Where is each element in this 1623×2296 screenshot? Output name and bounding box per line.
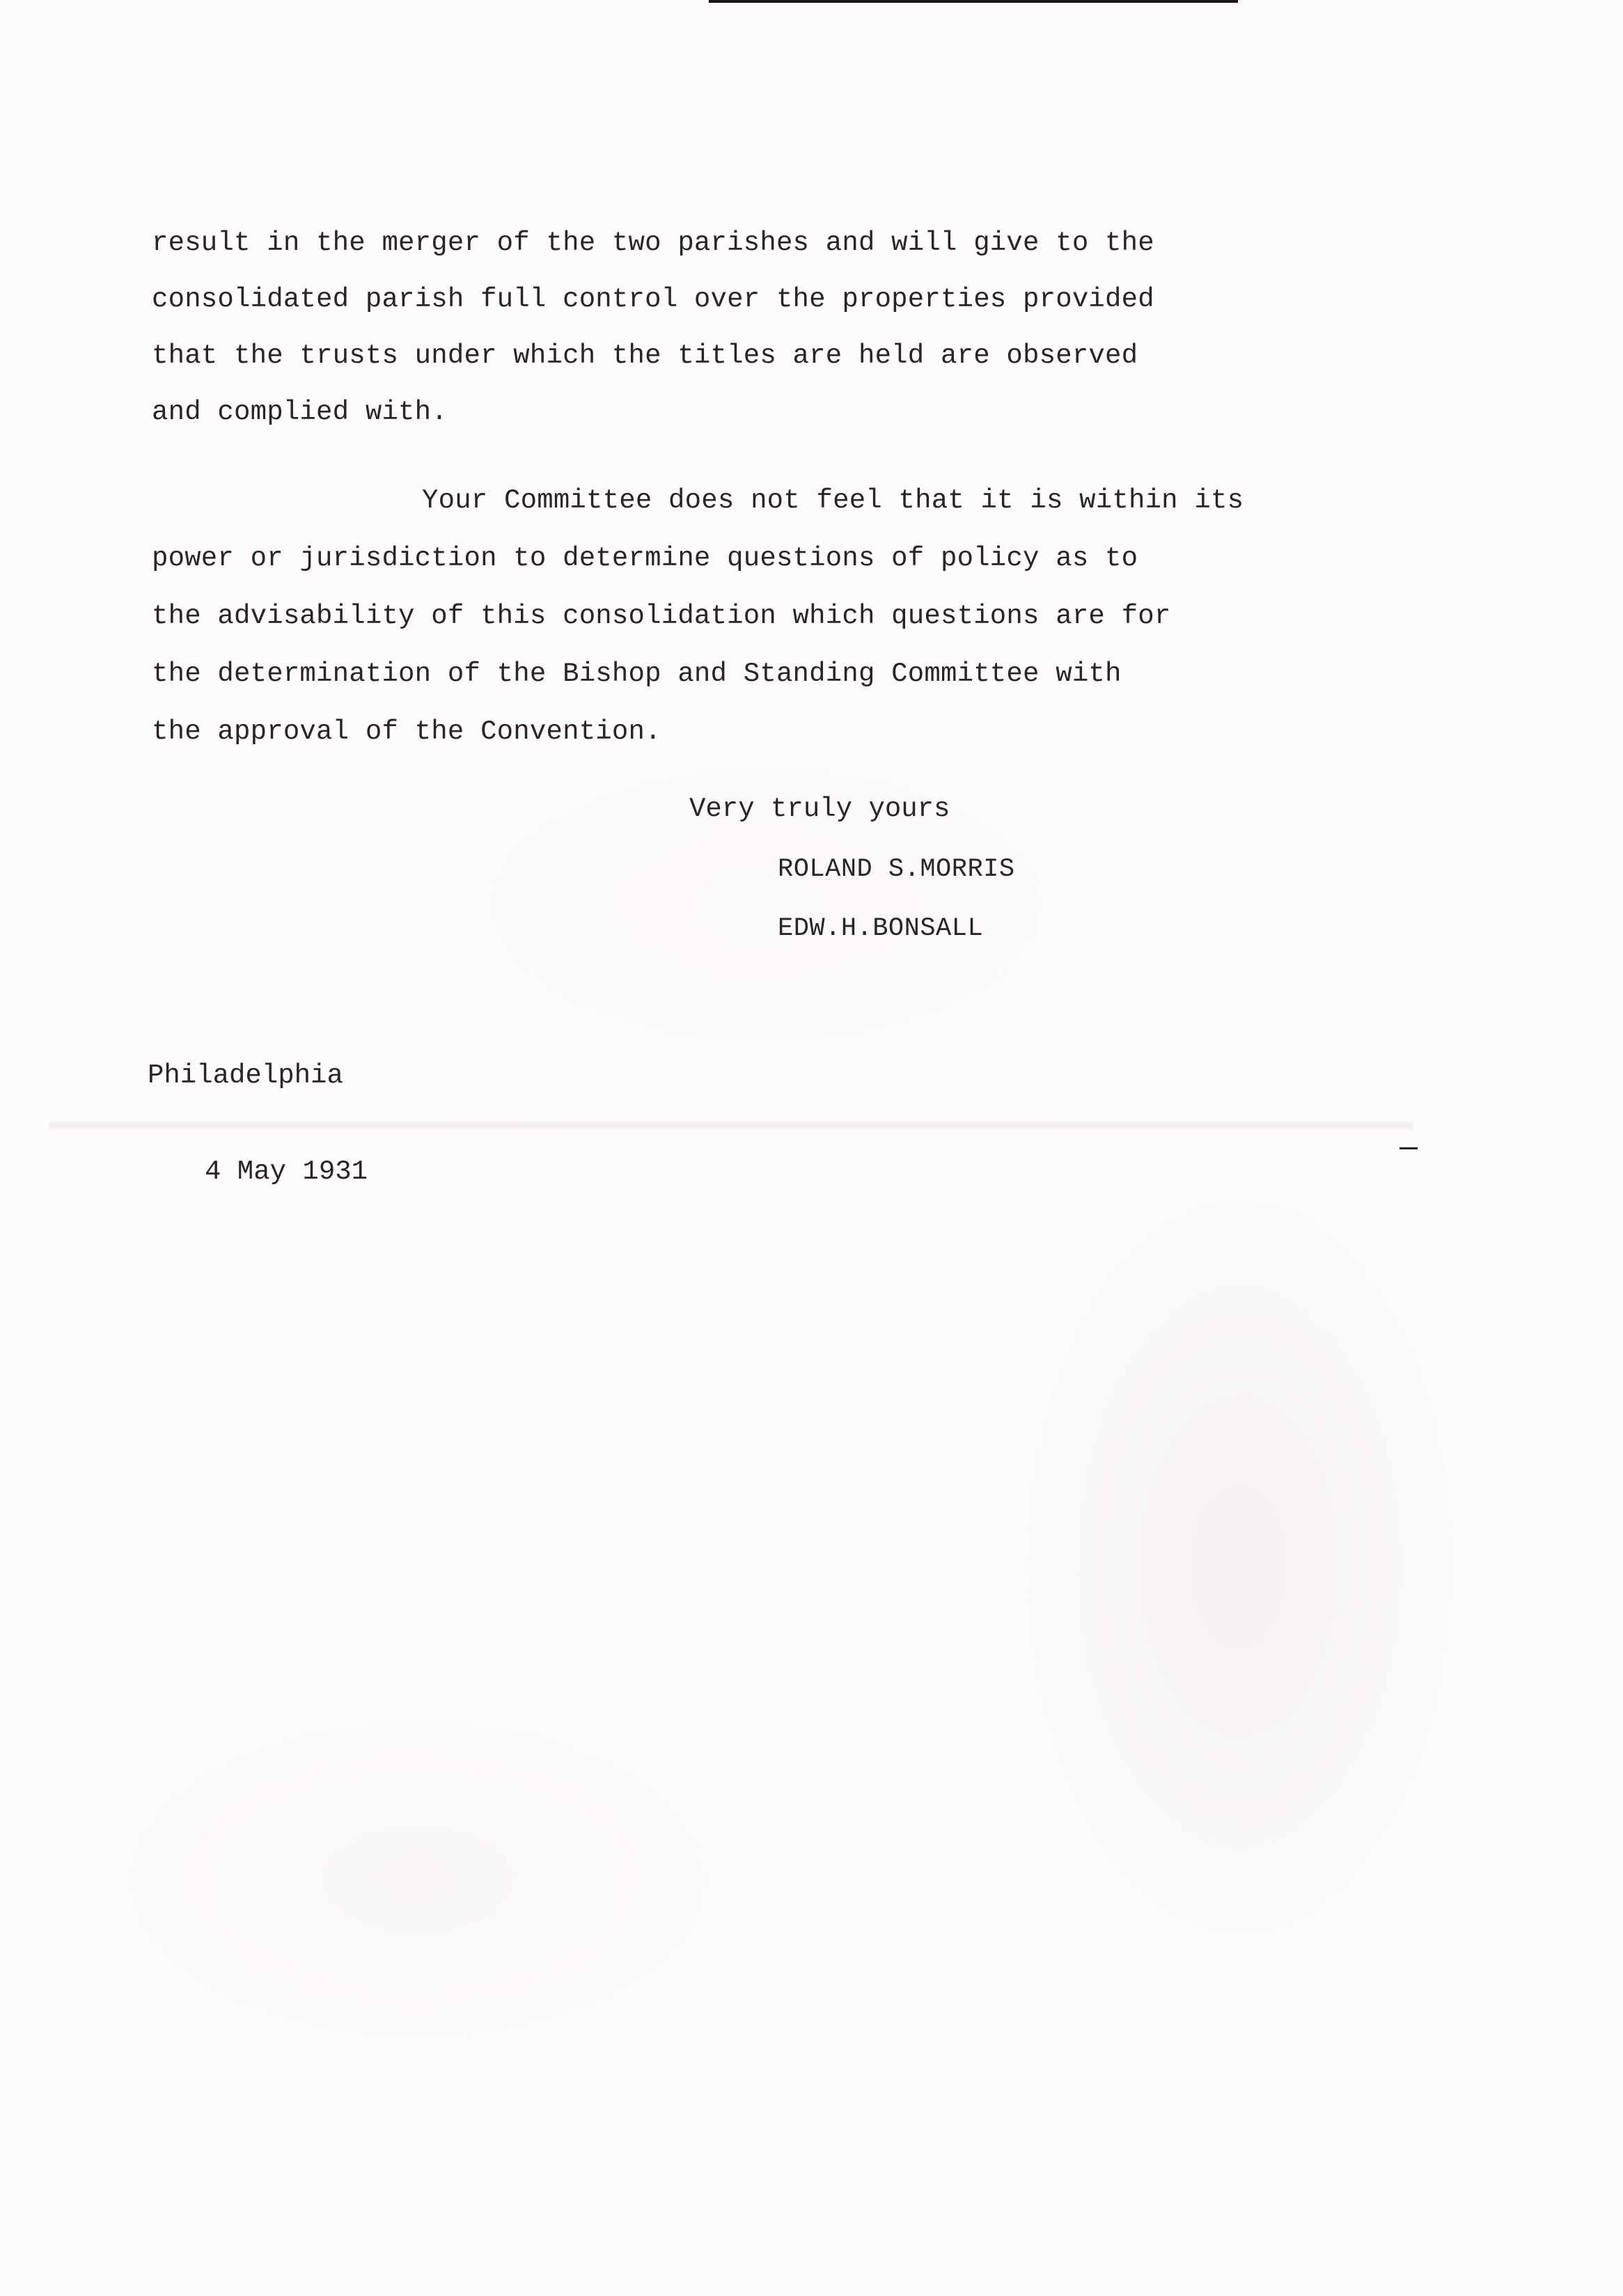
- complimentary-close: Very truly yours: [689, 794, 950, 824]
- body-line: result in the merger of the two parishes and will give to the: [152, 228, 1154, 258]
- body-line: that the trusts under which the titles are held are observed: [152, 340, 1138, 371]
- paragraph-jurisdiction: [152, 487, 1349, 746]
- body-line: and complied with.: [152, 397, 448, 427]
- margin-mark: [1399, 1147, 1418, 1149]
- letter-date: 4 May 1931: [205, 1156, 368, 1187]
- signatory-name: ROLAND S.MORRIS: [778, 855, 1015, 884]
- place-name: Philadelphia: [148, 1060, 343, 1091]
- top-edge-rule: [709, 0, 1238, 3]
- paragraph-merger: [152, 230, 1349, 426]
- body-line: power or jurisdiction to determine questions of policy as to: [152, 543, 1138, 574]
- body-line: consolidated parish full control over the properties provided: [152, 284, 1154, 315]
- body-line: the determination of the Bishop and Standing Committee with: [152, 659, 1122, 689]
- place-date-block: [148, 996, 368, 1252]
- body-line: the approval of the Convention.: [152, 716, 661, 747]
- letter-body: [152, 230, 1349, 746]
- body-line: Your Committee does not feel that it is within its: [422, 485, 1244, 516]
- body-line: the advisability of this consolidation which questions are for: [152, 601, 1171, 631]
- signatory-name: EDW.H.BONSALL: [778, 914, 984, 943]
